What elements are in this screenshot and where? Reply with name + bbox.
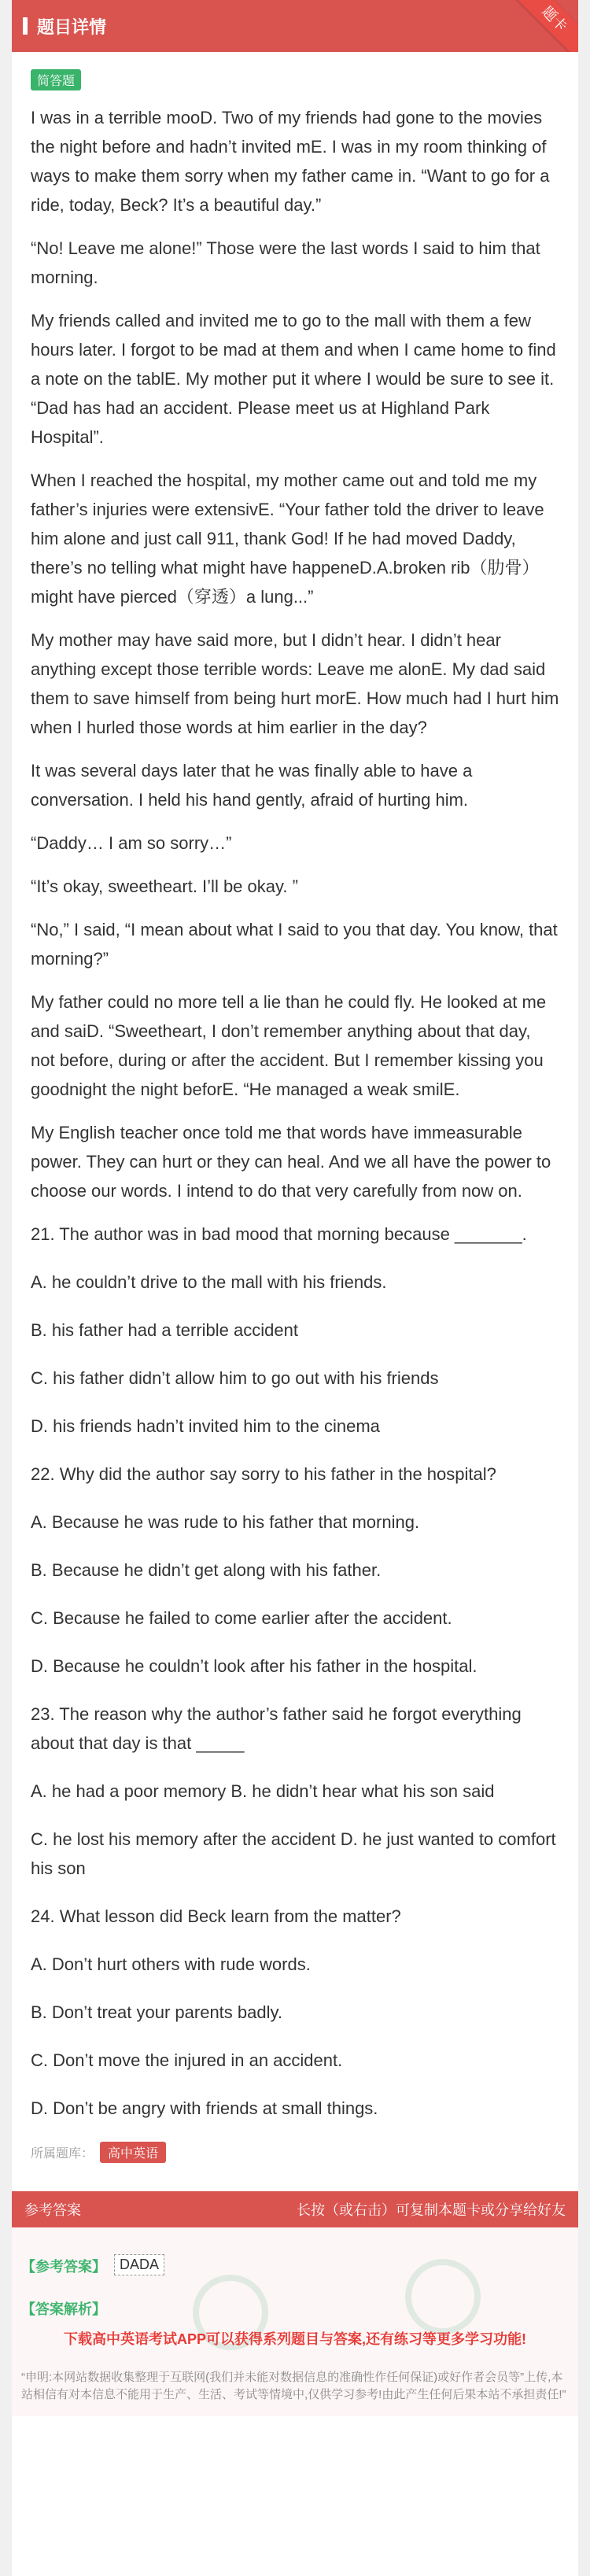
passage-paragraph: My father could no more tell a lie than he could fly. He looked at me and saiD. “Sweetheart, I don’t remember anything about that day, not before, during or after the accident. But I remember kissing you goodnight the night beforE. “He managed a weak smilE.: [31, 992, 547, 1099]
header: [12, 0, 578, 52]
passage-paragraph: When I reached the hospital, my mother came out and told me my father’s injuries were extensivE. “Your father told the driver to leave him alone and just call 911, thank God! If he had moved Daddy, there’s no telling what might have happeneD.A.broken rib（肋骨）might have pierced（穿透）a lung...”: [31, 471, 544, 607]
answer-header: [12, 2191, 578, 2227]
page: [12, 0, 578, 2576]
passage-paragraph: My English teacher once told me that words have immeasurable power. They can hurt or they can heal. And we all have the power to choose our words. I intend to do that very carefully from now on.: [31, 1123, 551, 1201]
page-title: 题目详情: [37, 17, 107, 37]
bank: [31, 2142, 559, 2163]
question-option: A. he had a poor memory B. he didn’t hear what his son said: [31, 1781, 495, 1801]
corner-ribbon: 题卡: [507, 0, 578, 52]
answer-title: 参考答案: [24, 2202, 81, 2218]
question-option: C. his father didn’t allow him to go out with his friends: [31, 1368, 439, 1388]
question-option: D. Don’t be angry with friends at small things.: [31, 2098, 378, 2118]
question-option: C. he lost his memory after the accident D. he just wanted to comfort his son: [31, 1829, 556, 1878]
header-bar: [23, 17, 28, 35]
bank-label: 所属题库：: [31, 2147, 94, 2161]
passage-paragraph: My friends called and invited me to go to the mall with them a few hours later. I forgot to be mad at them and when I came home to find a note on the tablE. My mother put it where I would be sure to see it. “Dad has had an accident. Please meet us at Highland Park Hospital”.: [31, 311, 556, 447]
questions: [31, 1220, 559, 2123]
passage-paragraph: “It’s okay, sweetheart. I’ll be okay. ”: [31, 877, 298, 896]
ref-answer-label: 【参考答案】: [21, 2259, 106, 2275]
question-option: C. Don’t move the injured in an accident.: [31, 2050, 343, 2070]
question-option: D. Because he couldn’t look after his father in the hospital.: [31, 1656, 478, 1676]
passage-paragraph: “Daddy… I am so sorry…”: [31, 833, 232, 853]
question-stem: 23. The reason why the author’s father said he forgot everything about that day is that _____: [31, 1704, 522, 1753]
passage-paragraph: “No,” I said, “I mean about what I said to you that day. You know, that morning?”: [31, 920, 558, 969]
bank-tag[interactable]: 高中英语: [100, 2142, 166, 2163]
question-stem: 21. The author was in bad mood that morning because _______.: [31, 1224, 527, 1244]
question-option: B. Because he didn’t get along with his father.: [31, 1560, 382, 1580]
passage-paragraph: My mother may have said more, but I didn’t hear. I didn’t hear anything except those terrible words: Leave me alonE. My dad said them to save himself from being hurt morE. How much had I hurt him when I hurled those words at him earlier in the day?: [31, 630, 559, 737]
question-type-tag: 简答题: [31, 69, 81, 90]
question-option: B. his father had a terrible accident: [31, 1320, 298, 1340]
question-option: C. Because he failed to come earlier after the accident.: [31, 1608, 452, 1628]
question-option: B. Don’t treat your parents badly.: [31, 2002, 282, 2022]
passage: [31, 103, 559, 1205]
answer-hint: 长按（或右击）可复制本题卡或分享给好友: [297, 2202, 566, 2218]
answer-body: [12, 2227, 578, 2416]
passage-paragraph: “No! Leave me alone!” Those were the last words I said to him that morning.: [31, 238, 540, 287]
analysis-label: 【答案解析】: [21, 2301, 106, 2317]
question-stem: 22. Why did the author say sorry to his father in the hospital?: [31, 1464, 496, 1484]
question-option: D. his friends hadn’t invited him to the cinema: [31, 1416, 380, 1436]
promo-text[interactable]: 下载高中英语考试APP可以获得系列题目与答案,还有练习等更多学习功能!: [63, 2331, 526, 2347]
question-option: A. Don’t hurt others with rude words.: [31, 1954, 311, 1974]
passage-paragraph: I was in a terrible mooD. Two of my friends had gone to the movies the night before and hadn’t invited mE. I was in my room thinking of ways to make them sorry when my father came in. “Want to go for a ride, today, Beck? It’s a beautiful day.”: [31, 108, 550, 215]
passage-paragraph: It was several days later that he was finally able to have a conversation. I held his hand gently, afraid of hurting him.: [31, 761, 473, 810]
disclaimer: “申明:本网站数据收集整理于互联网(我们并未能对数据信息的准确性作任何保证)或好作者会员等”上传,本站相信有对本信息不能用于生产、生活、考试等情境中,仅供学习参考!由此产生任何后果本站不承担责任!”: [21, 2371, 566, 2401]
ref-answer-value: DADA: [114, 2254, 164, 2275]
question-option: A. he couldn’t drive to the mall with his friends.: [31, 1272, 387, 1292]
watermark-icon: [405, 2259, 481, 2334]
question-stem: 24. What lesson did Beck learn from the matter?: [31, 1906, 401, 1926]
content: [12, 52, 578, 2163]
question-option: A. Because he was rude to his father that morning.: [31, 1512, 420, 1532]
